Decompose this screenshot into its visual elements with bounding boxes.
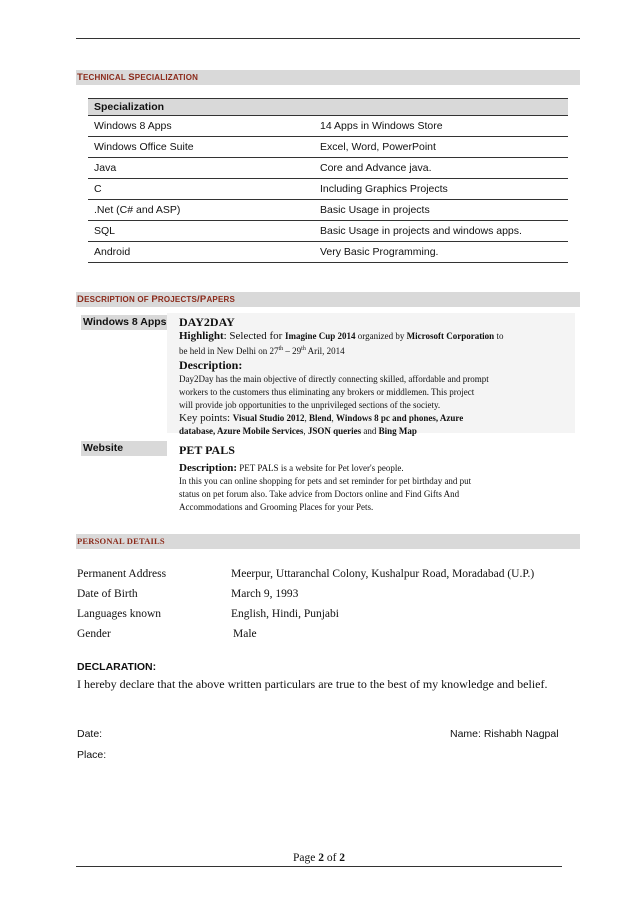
project-title: PET PALS — [179, 443, 235, 457]
table-cell: Windows 8 Apps — [88, 116, 314, 137]
table-cell: Android — [88, 242, 314, 263]
table-row — [88, 179, 568, 200]
table-cell: Basic Usage in projects — [314, 200, 568, 221]
name-label: Name: Rishabh Nagpal — [450, 728, 559, 740]
project-description-line: In this you can online shopping for pets and set reminder for pet birthday and put — [179, 476, 472, 486]
personal-row-dob — [77, 584, 577, 604]
project-description-line: status on pet forum also. Take advice from Doctors online and Find Gifts And — [179, 489, 460, 499]
table-header: Specialization — [88, 99, 568, 116]
project-highlight-line2: be held in New Delhi on 27th – 29th Aril, 2014 — [179, 346, 345, 356]
personal-value: Meerpur, Uttaranchal Colony, Kushalpur Road, Moradabad (U.P.) — [231, 568, 535, 580]
project-petpals — [167, 441, 575, 517]
personal-key: Languages known — [77, 608, 161, 620]
project-description: Description: PET PALS is a website for Pet lover's people. — [179, 462, 404, 474]
personal-value: Male — [233, 628, 257, 640]
project-description-line: Accommodations and Grooming Places for your Pets. — [179, 502, 374, 512]
project-label-website: Website — [81, 441, 167, 456]
project-description-line: will provide job opportunities to the unprivileged sections of the society. — [179, 400, 441, 410]
table-cell: Very Basic Programming. — [314, 242, 568, 263]
declaration-heading: DECLARATION: — [77, 661, 157, 673]
project-label-windows8: Windows 8 Apps — [83, 316, 167, 328]
project-description-line: workers to the customers thus eliminating any brokers or middlemen. This project — [179, 387, 475, 397]
personal-row-address — [77, 564, 577, 584]
personal-key: Gender — [77, 628, 111, 640]
table-row — [88, 116, 568, 137]
personal-key: Date of Birth — [77, 588, 138, 600]
specialization-table — [88, 98, 568, 263]
bottom-rule — [76, 866, 562, 867]
place-label: Place: — [77, 749, 107, 761]
table-cell: C — [88, 179, 314, 200]
project-keypoints: Key points: Visual Studio 2012, Blend, Windows 8 pc and phones, Azure — [179, 412, 464, 424]
table-cell: SQL — [88, 221, 314, 242]
declaration-text: I hereby declare that the above written particulars are true to the best of my knowledge and belief. — [77, 677, 548, 691]
table-cell: .Net (C# and ASP) — [88, 200, 314, 221]
table-cell: Basic Usage in projects and windows apps. — [314, 221, 568, 242]
section-projects: DESCRIPTION OF PROJECTS/PAPERS — [76, 292, 580, 307]
table-cell: Java — [88, 158, 314, 179]
personal-value: English, Hindi, Punjabi — [231, 608, 339, 620]
personal-row-languages — [77, 604, 577, 624]
table-cell: Excel, Word, PowerPoint — [314, 137, 568, 158]
personal-row-gender — [77, 624, 577, 644]
table-row — [88, 221, 568, 242]
project-day2day — [167, 313, 575, 436]
project-description-line: Day2Day has the main objective of directly connecting skilled, affordable and prompt — [179, 374, 489, 384]
table-row — [88, 242, 568, 263]
project-title: DAY2DAY — [179, 315, 235, 329]
table-row — [88, 200, 568, 221]
table-cell: Core and Advance java. — [314, 158, 568, 179]
table-row — [88, 137, 568, 158]
page-footer: Page 2 of 2 — [292, 852, 346, 864]
section-technical-specialization: TECHNICAL SPECIALIZATION — [76, 70, 580, 85]
project-highlight: Highlight: Selected for Imagine Cup 2014 organized by Microsoft Corporation to — [179, 330, 504, 342]
table-cell: 14 Apps in Windows Store — [314, 116, 568, 137]
section-personal-details: PERSONAL DETAILS — [76, 534, 580, 549]
top-rule — [76, 38, 580, 39]
personal-key: Permanent Address — [77, 568, 167, 580]
date-label: Date: — [77, 728, 103, 740]
table-cell: Windows Office Suite — [88, 137, 314, 158]
personal-value: March 9, 1993 — [231, 588, 299, 600]
table-header-row — [88, 99, 568, 116]
project-keypoints-line2: database, Azure Mobile Services, JSON queries and Bing Map — [179, 426, 417, 436]
table-row — [88, 158, 568, 179]
table-cell: Including Graphics Projects — [314, 179, 568, 200]
project-description-label: Description: — [179, 358, 243, 372]
